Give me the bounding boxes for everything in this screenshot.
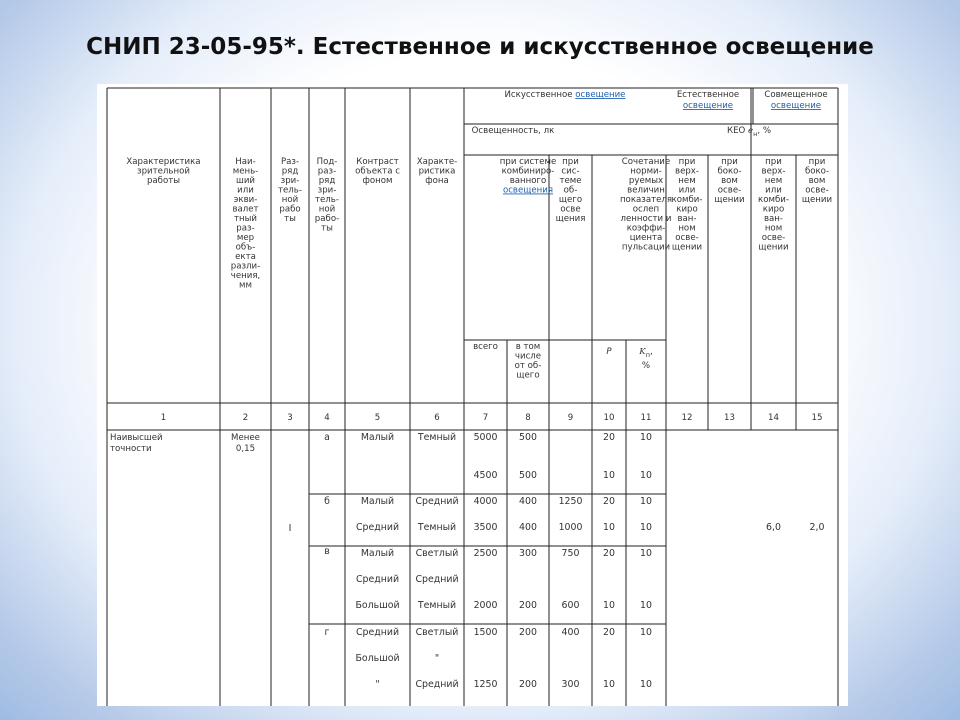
natural-lighting-header: Естественное <box>676 90 740 100</box>
header-of-general: числе <box>514 351 542 362</box>
cell-glare-p: 10 <box>603 679 615 690</box>
header-category: ной <box>281 195 299 205</box>
cell-illuminance-general: 400 <box>519 522 537 533</box>
header-combined-side: при <box>808 157 826 167</box>
cell-contrast: Малый <box>360 432 395 443</box>
header-natural-side: при <box>721 157 738 167</box>
body-subcategory: а <box>324 432 330 443</box>
column-number: 14 <box>768 413 779 423</box>
header-natural-upper: нем <box>678 176 696 186</box>
column-number: 5 <box>374 413 381 423</box>
header-object-size: ший <box>235 176 256 186</box>
header-natural-upper: осве- <box>675 233 699 243</box>
header-combined-upper: при <box>765 157 782 167</box>
column-number: 13 <box>724 413 735 423</box>
cell-contrast: " <box>375 679 380 690</box>
cell-background: Темный <box>417 522 457 533</box>
cell-illuminance-general: 200 <box>519 627 537 638</box>
body-subcategory: г <box>324 627 330 638</box>
header-contrast: фоном <box>362 176 393 186</box>
cell-pulsation-kp: 10 <box>640 548 652 559</box>
header-kp-symbol: $K_п$, <box>639 347 653 359</box>
cell-general-system: 300 <box>561 679 580 690</box>
header-subcategory: рабо- <box>314 214 340 224</box>
header-subcategory: раз- <box>317 166 337 177</box>
table-labels <box>110 90 832 690</box>
cell-pulsation-kp: 10 <box>640 496 652 507</box>
column-number: 9 <box>567 413 574 423</box>
header-of-general: щего <box>516 370 540 381</box>
header-natural-upper: комби- <box>671 195 703 205</box>
body-subcategory: в <box>324 546 330 557</box>
cell-illuminance-total: 3500 <box>473 522 498 533</box>
slide-title: СНИП 23-05-95*. Естественное и искусственное освещение <box>86 34 874 60</box>
header-glare-pulsation: циента <box>629 233 663 243</box>
header-subcategory: зри- <box>317 185 337 196</box>
column-number: 1 <box>160 413 167 423</box>
cell-contrast: Средний <box>355 522 400 533</box>
illuminance-header: Освещенность, лк <box>471 126 555 136</box>
header-general-system: щения <box>555 214 586 224</box>
cell-illuminance-total: 2000 <box>473 600 498 611</box>
cell-glare-p: 20 <box>603 432 615 443</box>
header-glare-pulsation: ослеп <box>632 204 660 215</box>
header-combined-upper: осве- <box>761 233 786 243</box>
column-number: 11 <box>640 413 652 423</box>
cell-combined-side: 2,0 <box>809 522 825 533</box>
body-category: I <box>288 523 292 534</box>
combined-lighting-header: Совмещенное <box>764 90 828 100</box>
header-natural-upper: киро <box>676 204 698 215</box>
header-glare-pulsation: норми- <box>630 166 662 177</box>
cell-general-system: 600 <box>561 600 580 611</box>
header-combined-side: щении <box>801 195 833 205</box>
column-number: 8 <box>525 413 531 423</box>
header-subcategory: Под- <box>316 157 338 167</box>
header-background: фона <box>425 176 449 186</box>
header-glare-pulsation: коэффи- <box>626 223 666 234</box>
cell-background: Светлый <box>415 627 459 638</box>
cell-background: Средний <box>415 679 459 690</box>
header-glare-pulsation: ленности и <box>620 214 672 224</box>
header-category: ряд <box>281 166 299 177</box>
header-kp-unit: % <box>641 361 651 371</box>
cell-background: Средний <box>415 496 459 507</box>
column-number: 3 <box>287 413 293 423</box>
header-natural-upper: или <box>678 185 696 196</box>
header-natural-side: осве- <box>717 185 742 196</box>
cell-general-system: 400 <box>561 627 580 638</box>
cell-general-system: 1250 <box>558 496 583 507</box>
header-category: тель- <box>278 185 302 196</box>
header-natural-side: боко- <box>717 166 742 177</box>
header-combined-side: вом <box>808 176 826 186</box>
header-general-system: щего <box>558 195 583 205</box>
cell-glare-p: 20 <box>603 627 615 638</box>
header-object-size: экви- <box>233 195 258 205</box>
header-general-system: осве <box>560 204 581 215</box>
cell-contrast: Малый <box>360 548 395 559</box>
header-total: всего <box>473 342 498 352</box>
header-general-system: при <box>562 157 579 167</box>
header-p-symbol: P <box>606 347 612 357</box>
cell-illuminance-total: 1250 <box>473 679 498 690</box>
header-object-size: мм <box>239 280 252 291</box>
cell-contrast: Большой <box>355 653 400 664</box>
header-background: ристика <box>418 166 456 177</box>
header-category: зри- <box>280 176 300 186</box>
cell-illuminance-total: 4500 <box>473 470 498 481</box>
header-object-size: или <box>237 185 254 196</box>
cell-illuminance-total: 2500 <box>473 548 498 559</box>
header-object-size: чения, <box>230 271 261 281</box>
cell-background: Темный <box>417 432 457 443</box>
header-combined-side: боко- <box>804 166 830 177</box>
cell-contrast: Малый <box>360 496 395 507</box>
cell-glare-p: 20 <box>603 548 615 559</box>
cell-combined-upper: 6,0 <box>766 522 781 533</box>
column-number: 6 <box>434 413 440 423</box>
cell-glare-p: 20 <box>603 496 615 507</box>
body-work-characteristic: точности <box>110 444 152 454</box>
header-glare-pulsation: показателя <box>619 195 673 205</box>
cell-illuminance-total: 4000 <box>473 496 498 507</box>
header-work-characteristic: Характеристика <box>126 157 201 167</box>
cell-contrast: Большой <box>355 600 400 611</box>
cell-illuminance-general: 500 <box>519 470 537 481</box>
body-work-characteristic: Наивысшей <box>110 433 163 443</box>
header-object-size: тный <box>234 214 257 224</box>
cell-illuminance-general: 200 <box>519 600 537 611</box>
header-combined-upper: комби- <box>758 195 789 205</box>
header-combined-system: комбиниро- <box>501 166 555 177</box>
cell-contrast: Средний <box>355 627 400 638</box>
cell-glare-p: 10 <box>603 522 615 533</box>
header-work-characteristic: зрительной <box>137 166 190 177</box>
cell-contrast: Средний <box>355 574 400 585</box>
cell-pulsation-kp: 10 <box>640 600 652 611</box>
header-combined-side: осве- <box>805 185 829 196</box>
header-of-general: от об- <box>514 361 542 371</box>
header-contrast: Контраст <box>356 157 399 167</box>
cell-pulsation-kp: 10 <box>640 470 652 481</box>
header-combined-system: ванного <box>509 176 547 186</box>
header-subcategory: ной <box>318 204 336 215</box>
cell-background: Темный <box>417 600 457 611</box>
header-natural-upper: ном <box>678 223 696 234</box>
header-combined-upper: верх- <box>761 166 786 177</box>
body-object-size: Менее <box>231 433 260 443</box>
cell-illuminance-total: 5000 <box>473 432 498 443</box>
cell-pulsation-kp: 10 <box>640 432 652 443</box>
column-number: 12 <box>681 413 693 423</box>
cell-illuminance-general: 200 <box>519 679 537 690</box>
header-object-size: раз- <box>236 223 255 234</box>
header-object-size: мень- <box>232 166 259 177</box>
header-general-system: об- <box>563 185 578 196</box>
cell-illuminance-general: 300 <box>519 548 537 559</box>
header-object-size: Наи- <box>235 157 256 167</box>
header-natural-upper: ван- <box>677 214 697 224</box>
column-number: 7 <box>482 413 489 423</box>
header-glare-pulsation: величин <box>627 185 665 196</box>
header-background: Характе- <box>416 157 458 167</box>
cell-background: Средний <box>415 574 459 585</box>
cell-general-system: 1000 <box>558 522 583 533</box>
header-glare-pulsation: Сочетание <box>621 157 671 167</box>
header-natural-upper: щении <box>671 242 703 253</box>
cell-illuminance-general: 400 <box>519 496 537 507</box>
header-subcategory: ты <box>321 223 333 234</box>
cell-illuminance-total: 1500 <box>473 627 498 638</box>
cell-glare-p: 10 <box>603 470 615 481</box>
cell-general-system: 750 <box>561 548 580 559</box>
header-natural-upper: при <box>678 157 696 167</box>
header-general-system: теме <box>559 176 582 186</box>
keo-header: КЕО $e_н$, % <box>726 126 772 138</box>
header-combined-upper: нем <box>764 176 783 186</box>
header-general-system: сис- <box>561 166 580 177</box>
header-glare-pulsation: пульсации <box>621 242 671 253</box>
header-object-size: мер <box>236 233 255 243</box>
header-natural-upper: верх- <box>675 166 699 177</box>
header-object-size: разли- <box>230 261 261 272</box>
column-number: 10 <box>603 413 615 423</box>
natural-lighting-link: освещение <box>682 101 734 111</box>
cell-background: " <box>434 653 440 664</box>
header-glare-pulsation: руемых <box>628 176 664 186</box>
header-combined-upper: киро <box>762 204 785 215</box>
header-category: ты <box>284 214 296 224</box>
header-category: Раз- <box>280 157 300 167</box>
header-natural-side: вом <box>721 176 738 186</box>
cell-illuminance-general: 500 <box>519 432 537 443</box>
header-combined-system: при системе <box>499 157 557 167</box>
header-contrast: объекта с <box>355 166 400 177</box>
header-of-general: в том <box>515 342 541 352</box>
cell-pulsation-kp: 10 <box>640 679 652 690</box>
header-natural-side: щении <box>714 195 745 205</box>
body-object-size: 0,15 <box>235 444 256 454</box>
snip-table <box>97 84 848 706</box>
cell-background: Светлый <box>415 548 459 559</box>
header-combined-upper: или <box>765 185 782 196</box>
header-subcategory: ряд <box>318 176 336 186</box>
snip-table-svg <box>97 84 848 706</box>
header-combined-upper: щении <box>758 242 789 253</box>
cell-pulsation-kp: 10 <box>640 522 652 533</box>
artificial-lighting-header: Искусственное освещение <box>504 90 626 100</box>
header-combined-upper: ном <box>764 223 783 234</box>
header-object-size: екта <box>235 252 256 262</box>
header-subcategory: тель- <box>315 195 339 205</box>
header-work-characteristic: работы <box>146 176 181 186</box>
header-combined-upper: ван- <box>763 214 784 224</box>
cell-glare-p: 10 <box>603 600 615 611</box>
combined-lighting-link: освещение <box>770 101 822 111</box>
header-object-size: валет <box>232 204 259 215</box>
column-number: 4 <box>324 413 330 423</box>
header-combined-system: освещения <box>502 185 554 196</box>
header-object-size: объ- <box>235 242 256 253</box>
column-number: 2 <box>242 413 249 423</box>
body-subcategory: б <box>324 496 330 507</box>
column-number: 15 <box>811 413 823 423</box>
header-category: рабо <box>279 204 301 215</box>
cell-pulsation-kp: 10 <box>640 627 652 638</box>
